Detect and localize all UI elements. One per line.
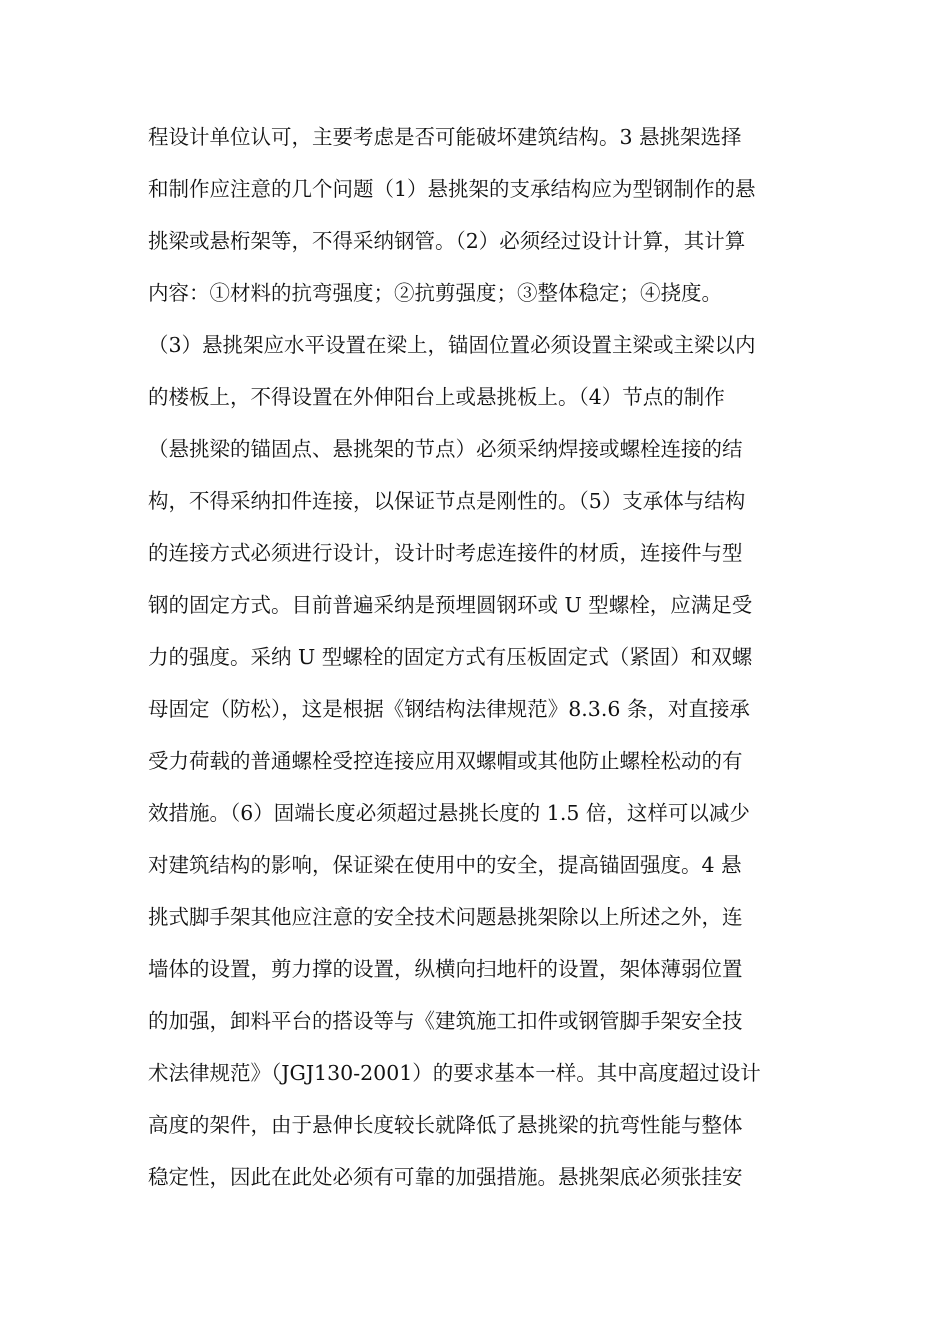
text-line: 墙体的设置，剪力撑的设置，纵横向扫地杆的设置，架体薄弱位置: [148, 957, 743, 981]
text-line: 构，不得采纳扣件连接，以保证节点是刚性的。（5）支承体与结构: [148, 489, 746, 513]
text-line: 高度的架件，由于悬伸长度较长就降低了悬挑梁的抗弯性能与整体: [148, 1113, 743, 1137]
text-line: 内容：①材料的抗弯强度；②抗剪强度；③整体稳定；④挠度。: [148, 281, 722, 305]
text-line: 母固定（防松），这是根据《钢结构法律规范》8.3.6 条，对直接承: [148, 697, 750, 721]
text-line: 受力荷载的普通螺栓受控连接应用双螺帽或其他防止螺栓松动的有: [148, 749, 743, 773]
text-line: 的楼板上，不得设置在外伸阳台上或悬挑板上。（4）节点的制作: [148, 385, 725, 409]
text-line: 对建筑结构的影响，保证梁在使用中的安全，提高锚固强度。4 悬: [148, 853, 742, 877]
text-line: 和制作应注意的几个问题（1）悬挑架的支承结构应为型钢制作的悬: [148, 177, 756, 201]
text-line: 程设计单位认可，主要考虑是否可能破坏建筑结构。3 悬挑架选择: [148, 125, 742, 149]
text-line: 术法律规范》（JGJ130-2001）的要求基本一样。其中高度超过设计: [148, 1061, 761, 1085]
text-line: 挑梁或悬桁架等，不得采纳钢管。（2）必须经过设计计算，其计算: [148, 229, 746, 253]
text-line: 稳定性，因此在此处必须有可靠的加强措施。悬挑架底必须张挂安: [148, 1165, 743, 1189]
text-line: 的加强，卸料平台的搭设等与《建筑施工扣件或钢管脚手架安全技: [148, 1009, 743, 1033]
body-paragraph: [148, 117, 818, 1209]
text-line: （悬挑梁的锚固点、悬挑架的节点）必须采纳焊接或螺栓连接的结: [148, 437, 743, 461]
text-line: 效措施。（6）固端长度必须超过悬挑长度的 1.5 倍，这样可以减少: [148, 801, 750, 825]
text-line: 钢的固定方式。目前普遍采纳是预埋圆钢环或 U 型螺栓，应满足受: [148, 593, 753, 617]
text-line: 的连接方式必须进行设计，设计时考虑连接件的材质，连接件与型: [148, 541, 743, 565]
text-line: （3）悬挑架应水平设置在梁上，锚固位置必须设置主梁或主梁以内: [148, 333, 756, 357]
text-line: 挑式脚手架其他应注意的安全技术问题悬挑架除以上所述之外，连: [148, 905, 743, 929]
text-line: 力的强度。采纳 U 型螺栓的固定方式有压板固定式（紧固）和双螺: [148, 645, 753, 669]
